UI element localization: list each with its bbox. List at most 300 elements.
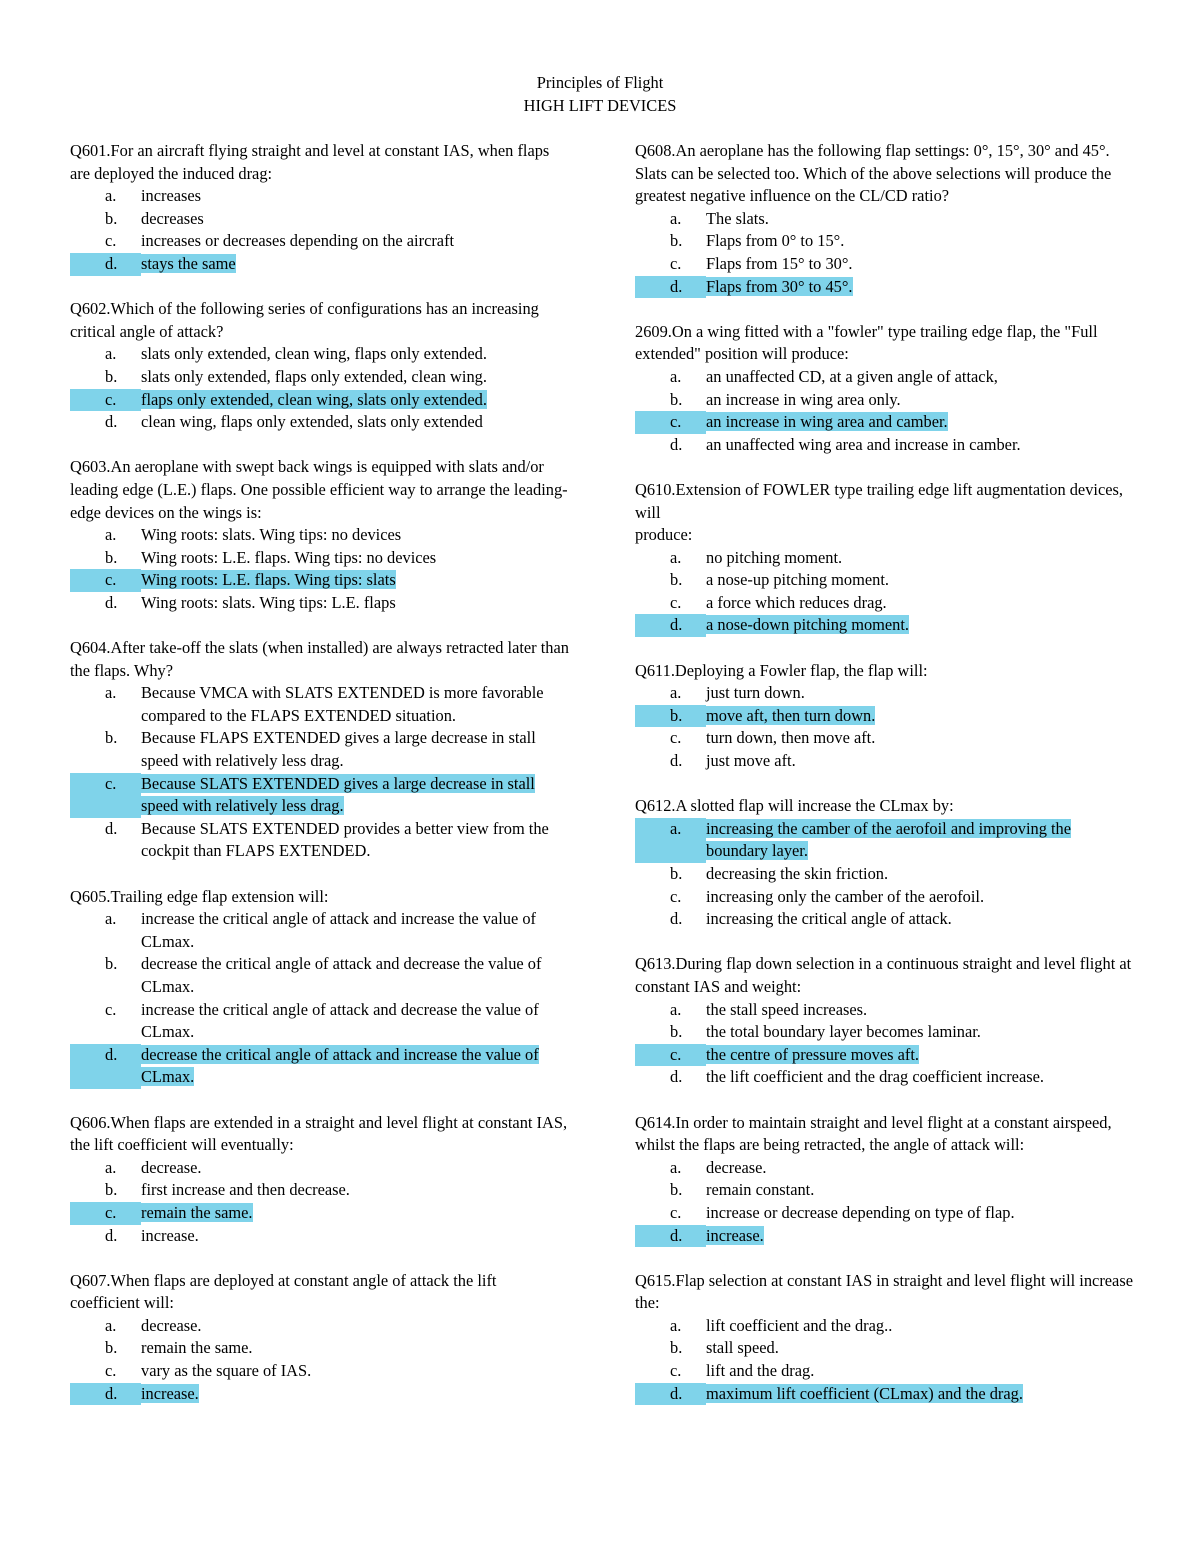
option-text-wrap [141, 1383, 570, 1406]
option-text-wrap [141, 185, 570, 208]
option-text-wrap [706, 818, 1135, 863]
option-letter-text: b. [670, 1338, 683, 1358]
option-letter [635, 569, 706, 592]
option-text: Flaps from 0° to 15°. [706, 231, 845, 251]
option-letter-text: d. [670, 751, 683, 771]
option-letter [635, 886, 706, 909]
option-text-wrap [141, 1044, 570, 1089]
question-number: Q608. [635, 141, 676, 160]
option-letter-text: a. [105, 909, 117, 929]
option-text: just move aft. [706, 751, 796, 771]
option-letter [70, 1044, 141, 1089]
answer-option [635, 592, 1135, 615]
answer-option [70, 343, 570, 366]
option-letter-text: c. [105, 1202, 117, 1222]
question-block [635, 660, 1135, 773]
option-text: Because VMCA with SLATS EXTENDED is more favorable compared to the FLAPS EXTENDED situation. [141, 683, 544, 725]
document-title: HIGH LIFT DEVICES [523, 95, 677, 115]
question-block [635, 953, 1135, 1089]
left-column [70, 140, 570, 1428]
answer-option [70, 682, 570, 727]
option-text-wrap [141, 343, 570, 366]
option-letter [635, 1044, 706, 1067]
answer-option [70, 1315, 570, 1338]
option-text: remain the same. [141, 1202, 253, 1222]
option-letter-text: a. [670, 547, 682, 567]
answer-option-correct [635, 276, 1135, 299]
option-text-wrap [141, 727, 570, 772]
question-stem [635, 321, 1135, 366]
option-letter-text: d. [670, 909, 683, 929]
option-letter [70, 547, 141, 570]
option-letter [70, 208, 141, 231]
question-block [70, 886, 570, 1089]
answer-option [635, 750, 1135, 773]
option-letter-text: d. [105, 412, 118, 432]
answer-option [635, 1360, 1135, 1383]
answer-options [635, 1157, 1135, 1247]
option-letter [70, 1157, 141, 1180]
option-letter-text: c. [105, 773, 117, 793]
question-stem [635, 1112, 1135, 1157]
option-letter [70, 1202, 141, 1225]
answer-option-correct [70, 253, 570, 276]
option-letter-text: d. [105, 1225, 118, 1245]
answer-option [70, 1179, 570, 1202]
option-letter-text: d. [670, 276, 683, 296]
question-text: Which of the following series of configurations has an increasing critical angle of attack? [70, 299, 539, 341]
option-text-wrap [141, 366, 570, 389]
option-text-wrap [141, 1157, 570, 1180]
answer-option [70, 1337, 570, 1360]
option-text: decreases [141, 208, 204, 228]
question-block [635, 479, 1135, 637]
option-letter-text: b. [670, 389, 683, 409]
option-letter-text: c. [105, 389, 117, 409]
question-stem [635, 953, 1135, 998]
answer-options [70, 682, 570, 863]
option-text: increases [141, 186, 202, 206]
option-letter-text: d. [670, 1383, 683, 1403]
option-letter [635, 1315, 706, 1338]
question-text: A slotted flap will increase the CLmax by: [675, 796, 954, 816]
option-letter [635, 1225, 706, 1248]
option-letter [635, 1360, 706, 1383]
answer-option [635, 999, 1135, 1022]
question-block [635, 795, 1135, 931]
question-number: 2609. [635, 321, 672, 341]
option-text-wrap [141, 818, 570, 863]
question-stem [70, 140, 570, 185]
option-letter-text: a. [105, 344, 117, 364]
option-text-wrap [706, 1021, 1135, 1044]
option-text: increases or decreases depending on the aircraft [141, 231, 455, 251]
question-text: On a wing fitted with a "fowler" type trailing edge flap, the "Full extended" position will produce: [635, 321, 1098, 364]
option-letter [635, 411, 706, 434]
right-column [635, 140, 1135, 1428]
answer-option-correct [70, 389, 570, 412]
option-text-wrap [141, 411, 570, 434]
option-text-wrap [141, 524, 570, 547]
option-text-wrap [141, 230, 570, 253]
option-letter [70, 1337, 141, 1360]
question-stem [635, 795, 1135, 818]
question-number: Q614. [635, 1112, 676, 1132]
option-letter [635, 614, 706, 637]
question-text: Deploying a Fowler flap, the flap will: [674, 660, 928, 680]
option-letter [635, 1157, 706, 1180]
question-stem [70, 886, 570, 909]
option-text-wrap [706, 276, 1135, 299]
option-text-wrap [706, 366, 1135, 389]
question-text: In order to maintain straight and level flight at a constant airspeed, whilst the flaps are being retracted, the angle of attack will: [635, 1112, 1112, 1155]
option-letter [635, 999, 706, 1022]
option-letter-text: a. [670, 1315, 682, 1335]
question-text: Flap selection at constant IAS in straight and level flight will increase the: [635, 1270, 1133, 1313]
option-text: Because SLATS EXTENDED gives a large decrease in stall speed with relatively less drag. [141, 773, 535, 816]
answer-options [70, 524, 570, 614]
answer-options [70, 908, 570, 1089]
option-text: first increase and then decrease. [141, 1180, 350, 1200]
answer-option [70, 1225, 570, 1248]
answer-option [635, 908, 1135, 931]
option-letter [635, 389, 706, 412]
answer-options [635, 818, 1135, 931]
option-text-wrap [141, 592, 570, 615]
question-block [635, 140, 1135, 298]
option-text: increase. [706, 1225, 764, 1245]
answer-options [635, 999, 1135, 1089]
option-letter-text: c. [105, 231, 117, 251]
option-letter [70, 253, 141, 276]
answer-option [70, 953, 570, 998]
answer-option [635, 1021, 1135, 1044]
question-stem [70, 1270, 570, 1315]
answer-option [70, 185, 570, 208]
answer-options [635, 547, 1135, 637]
option-letter [70, 818, 141, 863]
option-letter-text: d. [105, 592, 118, 612]
answer-option [635, 366, 1135, 389]
option-text: increasing the camber of the aerofoil and improving the boundary layer. [706, 818, 1072, 861]
answer-option-correct [635, 1044, 1135, 1067]
answer-option [635, 1179, 1135, 1202]
answer-option-correct [70, 1202, 570, 1225]
question-text: Trailing edge flap extension will: [110, 886, 329, 906]
option-letter-text: c. [670, 592, 682, 612]
option-text-wrap [706, 1202, 1135, 1225]
option-text: the stall speed increases. [706, 999, 868, 1019]
option-letter-text: a. [105, 1315, 117, 1335]
option-text: The slats. [706, 208, 769, 228]
option-letter-text: b. [105, 208, 118, 228]
option-letter-text: a. [670, 208, 682, 228]
answer-option-correct [635, 818, 1135, 863]
option-text: remain the same. [141, 1338, 253, 1358]
option-letter [635, 208, 706, 231]
question-block [70, 1112, 570, 1248]
answer-option-correct [635, 1383, 1135, 1406]
option-text: slats only extended, flaps only extended, clean wing. [141, 366, 487, 386]
option-letter [635, 1337, 706, 1360]
answer-option-correct [635, 1225, 1135, 1248]
option-text: increase. [141, 1383, 199, 1403]
question-text: After take-off the slats (when installed) are always retracted later than the flaps. Why? [70, 638, 569, 680]
option-letter [635, 1383, 706, 1406]
option-text: a nose-down pitching moment. [706, 615, 910, 635]
option-letter-text: d. [105, 1383, 118, 1403]
option-text-wrap [141, 547, 570, 570]
option-letter-text: d. [105, 818, 118, 838]
option-letter-text: b. [670, 864, 683, 883]
question-stem [635, 1270, 1135, 1315]
option-text-wrap [706, 208, 1135, 231]
option-letter-text: c. [670, 886, 682, 906]
option-letter [635, 1066, 706, 1089]
answer-option-correct [635, 705, 1135, 728]
option-text: move aft, then turn down. [706, 705, 876, 725]
option-text-wrap [706, 908, 1135, 931]
option-text: maximum lift coefficient (CLmax) and the drag. [706, 1383, 1023, 1403]
option-letter-text: b. [105, 366, 118, 386]
option-text-wrap [141, 569, 570, 592]
answer-option [70, 908, 570, 953]
answer-options [70, 1157, 570, 1247]
option-text-wrap [141, 389, 570, 412]
option-letter [635, 434, 706, 457]
option-text: an increase in wing area only. [706, 389, 901, 409]
option-text: decrease the critical angle of attack and decrease the value of CLmax. [141, 954, 542, 996]
question-stem [635, 660, 1135, 683]
question-text: An aeroplane has the following flap settings: 0°, 15°, 30° and 45°. Slats can be selected too. Which of the above selections will produce the greatest negative influence on the CL/CD ratio? [635, 141, 1112, 206]
option-letter-text: b. [670, 705, 683, 725]
question-number: Q606. [70, 1112, 111, 1132]
option-text: stays the same [141, 253, 236, 273]
answer-option [635, 1202, 1135, 1225]
option-text-wrap [141, 999, 570, 1044]
option-letter-text: c. [670, 412, 682, 432]
option-letter-text: b. [670, 1022, 683, 1042]
answer-option [635, 886, 1135, 909]
option-text-wrap [706, 1315, 1135, 1338]
option-text-wrap [706, 682, 1135, 705]
question-block [70, 140, 570, 276]
option-text-wrap [706, 1360, 1135, 1383]
option-letter [635, 592, 706, 615]
option-text-wrap [706, 569, 1135, 592]
question-block [70, 298, 570, 434]
answer-option-correct [635, 614, 1135, 637]
option-letter [70, 592, 141, 615]
answer-option-correct [70, 569, 570, 592]
question-text: For an aircraft flying straight and level at constant IAS, when flaps are deployed the induced drag: [70, 141, 550, 183]
option-letter-text: c. [670, 1361, 682, 1381]
option-letter-text: b. [105, 954, 118, 974]
option-text: decrease the critical angle of attack and increase the value of CLmax. [141, 1044, 539, 1087]
answer-option [70, 1157, 570, 1180]
question-block [635, 321, 1135, 457]
option-letter-text: c. [670, 728, 682, 748]
option-text-wrap [706, 253, 1135, 276]
option-letter-text: b. [105, 1180, 118, 1200]
question-block [635, 1270, 1135, 1406]
option-text-wrap [706, 727, 1135, 750]
option-text-wrap [706, 1044, 1135, 1067]
option-letter [70, 569, 141, 592]
option-text: stall speed. [706, 1338, 779, 1358]
option-letter-text: c. [105, 570, 117, 590]
option-text: Flaps from 15° to 30°. [706, 253, 853, 273]
answer-option [70, 524, 570, 547]
question-stem [70, 637, 570, 682]
option-letter-text: a. [105, 683, 117, 703]
answer-option [635, 569, 1135, 592]
answer-option-correct [635, 411, 1135, 434]
option-text: increase. [141, 1225, 199, 1245]
document-header [0, 72, 1200, 117]
option-letter-text: a. [670, 818, 682, 838]
answer-option [635, 1315, 1135, 1338]
answer-option [635, 547, 1135, 570]
option-letter [635, 682, 706, 705]
option-letter-text: b. [105, 728, 118, 748]
option-text: slats only extended, clean wing, flaps only extended. [141, 344, 487, 364]
option-text: decrease. [141, 1315, 202, 1335]
option-text-wrap [706, 614, 1135, 637]
option-letter [70, 389, 141, 412]
question-number: Q615. [635, 1270, 676, 1290]
option-text-wrap [141, 1202, 570, 1225]
option-text-wrap [141, 953, 570, 998]
option-letter-text: b. [105, 547, 118, 567]
option-text-wrap [141, 208, 570, 231]
answer-options [70, 1315, 570, 1405]
option-text: Because FLAPS EXTENDED gives a large decrease in stall speed with relatively less drag. [141, 728, 536, 771]
answer-option [635, 434, 1135, 457]
option-letter [635, 1202, 706, 1225]
option-text-wrap [706, 1383, 1135, 1406]
option-letter [635, 276, 706, 299]
option-letter [70, 727, 141, 772]
option-letter-text: b. [105, 1338, 118, 1358]
answer-option [70, 411, 570, 434]
option-letter-text: d. [670, 615, 683, 635]
option-text: turn down, then move aft. [706, 728, 876, 748]
answer-option-correct [70, 1383, 570, 1406]
option-text-wrap [706, 1225, 1135, 1248]
option-text-wrap [141, 1179, 570, 1202]
answer-option [635, 682, 1135, 705]
option-text-wrap [706, 886, 1135, 909]
answer-option-correct [70, 773, 570, 818]
question-text: An aeroplane with swept back wings is equipped with slats and/or leading edge (L.E.) flaps. One possible efficient way to arrange the leading-edge devices on the wings is: [70, 457, 568, 522]
option-text-wrap [706, 389, 1135, 412]
option-letter-text: d. [670, 434, 683, 454]
option-letter-text: d. [105, 1044, 118, 1064]
option-text: Wing roots: L.E. flaps. Wing tips: slats [141, 570, 396, 590]
option-text-wrap [706, 434, 1135, 457]
question-number: Q603. [70, 457, 111, 477]
answer-option [70, 230, 570, 253]
option-letter-text: a. [105, 186, 117, 206]
option-letter-text: c. [670, 1044, 682, 1064]
option-text: Flaps from 30° to 45°. [706, 276, 853, 296]
option-letter-text: d. [670, 1067, 683, 1087]
answer-option-correct [70, 1044, 570, 1089]
option-letter [635, 727, 706, 750]
option-letter [70, 1179, 141, 1202]
option-letter [70, 1315, 141, 1338]
option-text-wrap [706, 1337, 1135, 1360]
option-text: the centre of pressure moves aft. [706, 1044, 919, 1064]
option-text-wrap [706, 750, 1135, 773]
question-text: When flaps are extended in a straight and level flight at constant IAS, the lift coefficient will eventually: [70, 1112, 568, 1155]
option-text-wrap [141, 1225, 570, 1248]
option-text: lift and the drag. [706, 1361, 815, 1381]
option-text: Because SLATS EXTENDED provides a better view from the cockpit than FLAPS EXTENDED. [141, 818, 549, 861]
question-block [70, 1270, 570, 1406]
question-number: Q612. [635, 796, 676, 816]
option-text: just turn down. [706, 683, 805, 703]
option-letter-text: d. [105, 253, 118, 273]
answer-option [635, 253, 1135, 276]
option-letter [635, 1021, 706, 1044]
option-text: the total boundary layer becomes laminar. [706, 1022, 981, 1042]
option-text: the lift coefficient and the drag coefficient increase. [706, 1067, 1044, 1087]
option-letter [635, 863, 706, 886]
question-text: Extension of FOWLER type trailing edge lift augmentation devices, will [635, 479, 1123, 522]
option-text: flaps only extended, clean wing, slats only extended. [141, 389, 487, 409]
option-text: an increase in wing area and camber. [706, 412, 948, 432]
question-number: Q602. [70, 299, 111, 319]
option-letter-text: a. [105, 525, 117, 545]
option-letter [70, 343, 141, 366]
option-text: a force which reduces drag. [706, 592, 887, 612]
option-text: an unaffected CD, at a given angle of attack, [706, 366, 998, 386]
option-text: an unaffected wing area and increase in camber. [706, 434, 1021, 454]
question-block [70, 456, 570, 614]
option-letter [635, 750, 706, 773]
option-text: vary as the square of IAS. [141, 1361, 312, 1381]
option-text-wrap [141, 1315, 570, 1338]
option-text: increase or decrease depending on type of flap. [706, 1202, 1015, 1222]
option-letter [70, 999, 141, 1044]
question-number: Q610. [635, 479, 676, 499]
answer-option [70, 727, 570, 772]
question-number: Q611. [635, 660, 675, 680]
option-letter [70, 1360, 141, 1383]
option-letter [635, 366, 706, 389]
answer-options [635, 682, 1135, 772]
option-letter [635, 908, 706, 931]
option-text: increasing only the camber of the aerofoil. [706, 886, 985, 906]
option-letter-text: c. [670, 1202, 682, 1222]
option-text: increase the critical angle of attack and increase the value of CLmax. [141, 909, 536, 951]
option-text-wrap [706, 999, 1135, 1022]
option-letter [70, 773, 141, 818]
question-number: Q613. [635, 954, 676, 974]
option-letter [635, 253, 706, 276]
option-letter-text: a. [105, 1157, 117, 1177]
option-letter [635, 547, 706, 570]
answer-option [635, 230, 1135, 253]
option-letter [635, 705, 706, 728]
option-letter [70, 411, 141, 434]
answer-option [70, 818, 570, 863]
option-text: decreasing the skin friction. [706, 864, 889, 883]
option-letter-text: b. [670, 231, 683, 251]
question-stem [70, 298, 570, 343]
